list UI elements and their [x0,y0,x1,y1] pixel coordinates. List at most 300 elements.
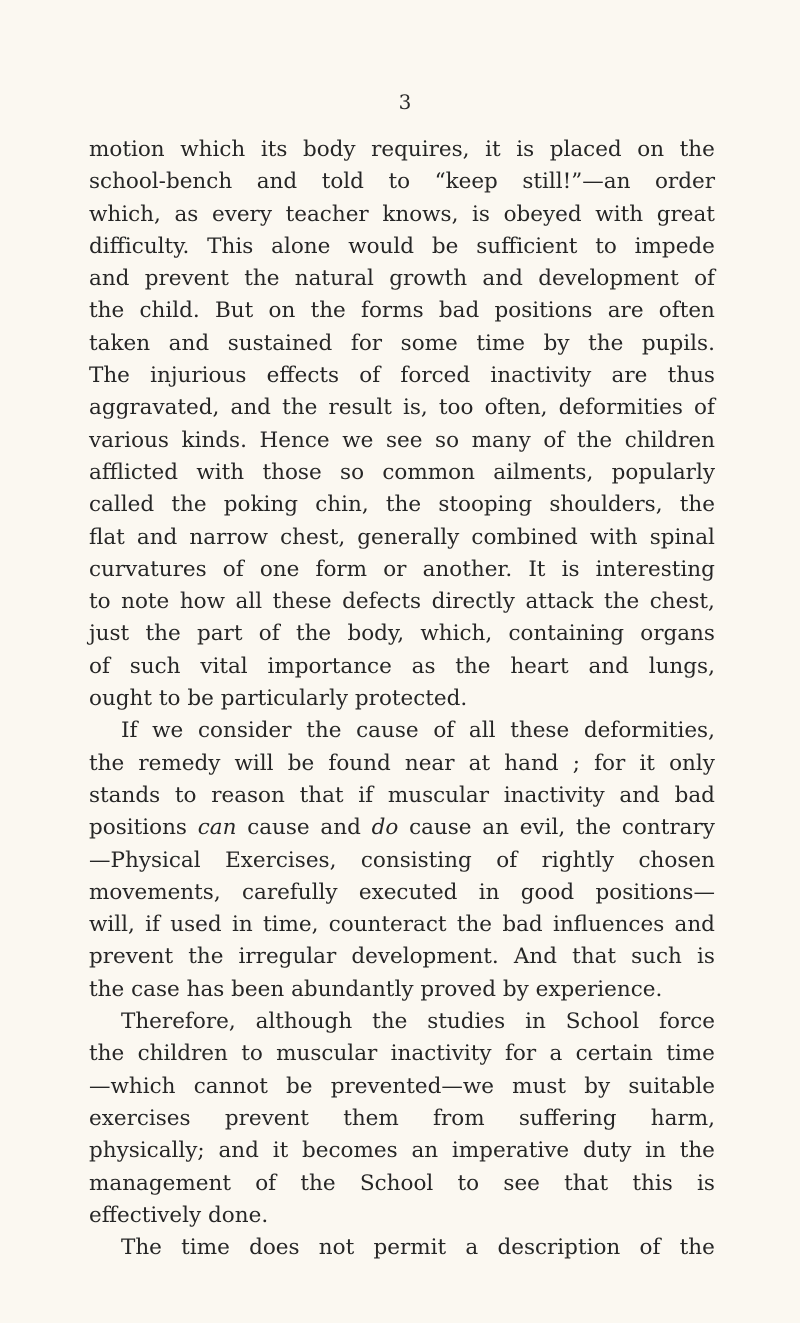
text-word: curvatures [89,556,207,582]
text-word: by [584,1073,611,1099]
text-word: popularly [611,459,715,485]
text-word: must [512,1073,567,1099]
text-word: directly [431,589,515,615]
text-word: to [457,1170,480,1196]
text-line [89,392,715,424]
text-word: too [438,395,474,421]
text-word: such [129,653,181,679]
text-word: of [543,427,565,453]
text-line [89,328,715,360]
text-word: see [385,427,423,453]
text-word: motion [89,137,165,162]
page-number: 3 [398,90,412,114]
text-word: lungs, [648,653,715,679]
text-word: School [565,1009,640,1035]
text-line [89,231,715,263]
text-word: from [433,1105,485,1131]
text-word: impede [634,233,715,259]
text-word: requires, [371,137,470,162]
text-word: the [455,653,491,679]
body-text [89,134,715,1264]
text-word: it [272,1138,289,1164]
text-word: if [145,912,160,938]
text-word: prevent [89,944,174,970]
text-word: body, [347,621,405,647]
text-line [89,1135,715,1167]
text-word: with [589,524,638,550]
text-word: bad [438,298,480,324]
text-line [89,974,715,1006]
text-word: form [315,556,368,582]
text-line [89,877,715,909]
text-word: placed [549,137,622,162]
text-word: as [411,653,436,679]
text-word: difficulty. [89,233,190,259]
text-word: muscular [276,1041,378,1067]
text-word: time [666,1041,715,1067]
text-word: to [241,1041,263,1067]
text-word: containing [508,621,624,647]
text-word: often, [484,395,548,421]
text-word: force [659,1009,715,1035]
text-line [89,522,715,554]
text-line [89,618,715,650]
text-word: growth [389,266,468,292]
text-word: executed [358,879,458,905]
text-word: abundantly [291,976,414,1002]
text-word: done. [208,1202,269,1228]
text-line [89,1168,715,1200]
text-word: inactivity [503,782,605,808]
text-word: be [187,686,214,712]
text-word: movements, [89,879,221,905]
text-word: the [89,976,125,1002]
text-word: ought [89,686,153,712]
text-word: been [231,976,285,1002]
text-word: reason [211,782,285,808]
text-word: prevented—we [330,1073,494,1099]
text-word: kinds. [181,427,247,453]
text-word: a [549,1041,563,1067]
text-word: chest, [280,524,346,550]
text-word: of [433,718,455,744]
text-word: we [342,427,374,453]
text-word: how [179,589,226,615]
text-word: all [235,589,263,615]
text-word: stands [89,782,161,808]
text-word: is, [403,395,428,421]
text-word: time, [262,912,319,938]
text-word: the [575,815,612,841]
text-word: of [359,363,381,389]
text-word: stooping [438,492,533,518]
text-word: the [188,944,224,970]
text-word: a [465,1235,479,1261]
text-word: or [383,556,407,582]
text-word: be [287,750,315,776]
text-word: for [594,750,626,776]
text-word: shoulders, [549,492,663,518]
text-word: evil, [519,815,566,841]
text-word: another. [422,556,513,582]
text-line [89,941,715,973]
text-word: be [286,1073,313,1099]
text-word: If [121,718,138,744]
text-word: imperative [451,1138,570,1164]
text-word: deformities, [583,718,715,744]
text-word: of [222,556,244,582]
text-line [89,457,715,489]
text-word: time [476,330,525,356]
text-word: vital [200,653,248,679]
text-word: that [564,1170,609,1196]
text-word: deformities [558,395,683,421]
text-word: still!”—an [522,169,631,195]
text-word: if [358,782,374,808]
text-line [89,360,715,392]
text-word: result [328,395,392,421]
text-word: protected. [354,686,468,712]
text-word: prevent [224,1105,309,1131]
text-word: flat [89,524,125,550]
text-word: consisting [360,847,472,873]
text-line [89,295,715,327]
text-word: cause [409,815,472,841]
text-word: called [89,492,155,518]
text-word: “keep [434,169,498,195]
text-word: and [619,782,660,808]
text-word: counteract [328,912,447,938]
text-word: with [196,459,245,485]
text-word: heart [510,653,569,679]
text-word: development. [351,944,499,970]
text-word: contrary [621,815,715,841]
text-word: permit [373,1235,447,1261]
text-word: suitable [628,1073,715,1099]
text-word: near [404,750,455,776]
text-word: it [639,750,655,776]
text-word: which, [420,621,493,647]
text-word: in [231,912,253,938]
text-word: and [230,395,271,421]
text-word: the [89,1041,125,1067]
text-word: the [295,621,332,647]
text-line [89,909,715,941]
text-word: sufficient [476,233,578,259]
text-word: is [472,201,490,227]
text-word: chosen [638,847,715,873]
text-word: and [588,653,629,679]
text-word: the [679,492,715,518]
text-word: exercises [89,1105,191,1131]
text-word: the [588,330,624,356]
text-line [89,554,715,586]
text-word: Therefore, [121,1009,236,1035]
text-word: combined [471,524,578,550]
text-word: great [656,201,715,227]
text-word: inactivity [490,363,592,389]
text-word: remedy [138,750,221,776]
text-word: these [510,718,570,744]
text-line [89,134,715,166]
text-word: an [482,815,509,841]
text-line [89,780,715,812]
text-word: them [343,1105,399,1131]
text-word: the [306,718,342,744]
text-word: those [262,459,322,485]
text-word: do [371,815,399,841]
text-line [89,263,715,295]
text-word: can [197,815,237,841]
text-word: taken [89,330,151,356]
text-word: forms [361,298,424,324]
text-word: to [388,169,411,195]
text-word: not [318,1235,355,1261]
text-line [89,586,715,618]
text-word: —which [89,1073,176,1099]
text-word: time [181,1235,230,1261]
text-word: cause [356,718,419,744]
text-word: and [482,266,523,292]
text-word: although [255,1009,353,1035]
text-line [89,425,715,457]
text-word: its [260,137,288,162]
text-word: certain [575,1041,653,1067]
text-word: the [171,492,207,518]
text-word: which, [89,201,161,227]
text-word: influences [552,912,665,938]
text-word: told [321,169,364,195]
text-word: of [694,395,715,421]
text-word: rightly [541,847,615,873]
text-word: alone [271,233,331,259]
text-word: on [268,298,296,324]
text-word: description [497,1235,621,1261]
text-word: body [302,137,356,162]
text-word: so [340,459,365,485]
text-word: the [282,395,318,421]
text-word: and [320,815,361,841]
text-word: be [431,233,459,259]
text-word: the [679,1138,715,1164]
text-word: which [180,137,246,162]
text-word: are [607,298,644,324]
text-line [89,812,715,844]
text-word: the [89,750,125,776]
text-word: by [502,976,529,1002]
text-word: natural [294,266,374,292]
text-word: and [136,524,178,550]
text-word: is [516,137,535,162]
text-word: this [632,1170,673,1196]
text-word: the [244,266,280,292]
text-word: and [89,266,130,292]
text-word: will [234,750,274,776]
text-word: of [639,1235,661,1261]
text-word: often [658,298,715,324]
text-word: of [255,1170,277,1196]
text-line [89,845,715,877]
text-word: thus [667,363,715,389]
text-line [89,199,715,231]
text-word: that [299,782,344,808]
text-word: sustained [227,330,333,356]
text-word: common [382,459,475,485]
text-word: development [538,266,679,292]
text-line [89,1006,715,1038]
text-word: in [645,1138,666,1164]
text-word: harm, [650,1105,715,1131]
text-word: children [137,1041,228,1067]
text-word: of [258,621,280,647]
text-line [89,1200,715,1232]
text-line [89,748,715,780]
text-word: for [350,330,383,356]
text-word: is [697,944,715,970]
text-word: the [372,1009,408,1035]
text-line [89,1071,715,1103]
text-line [89,1232,715,1264]
text-word: management [89,1170,231,1196]
text-word: various [89,427,169,453]
text-word: school-bench [89,169,233,195]
text-word: poking [223,492,298,518]
text-word: of [496,847,518,873]
text-word: bad [502,912,543,938]
text-word: effectively [89,1202,202,1228]
text-word: Exercises, [225,847,337,873]
text-word: the [145,621,181,647]
text-word: good [520,879,575,905]
text-word: only [669,750,715,776]
text-word: many [471,427,531,453]
text-word: generally [357,524,460,550]
text-word: in [478,879,500,905]
text-word: the [576,427,613,453]
text-word: importance [267,653,392,679]
text-word: knows, [382,201,459,227]
text-word: irregular [238,944,337,970]
text-word: to [158,686,181,712]
text-word: hand [504,750,559,776]
text-word: chin, [315,492,369,518]
text-word: just [89,621,130,647]
text-word: narrow [189,524,268,550]
text-word: suffering [518,1105,617,1131]
text-word: particularly [220,686,349,712]
text-word: the [604,589,640,615]
text-word: are [611,363,648,389]
text-word: And [513,944,557,970]
text-word: But [214,298,254,324]
text-word: muscular [387,782,489,808]
text-word: in [525,1009,546,1035]
text-word: teacher [285,201,369,227]
text-word: on [637,137,665,162]
text-word: positions [494,298,593,324]
text-word: of [694,266,715,292]
text-word: defects [342,589,422,615]
text-word: to [595,233,617,259]
text-word: would [348,233,415,259]
text-word: found [328,750,391,776]
text-word: the [679,1235,715,1261]
text-word: the [679,137,715,162]
text-word: the [456,912,493,938]
text-word: with [595,201,644,227]
text-word: —Physical [89,847,201,873]
text-word: forced [400,363,471,389]
text-word: effects [266,363,340,389]
text-word: at [468,750,491,776]
text-word: all [468,718,496,744]
text-word: aggravated, [89,395,220,421]
text-word: by [543,330,570,356]
text-word: prevent [144,266,229,292]
text-word: experience. [535,976,663,1002]
text-line [89,1038,715,1070]
text-word: such [631,944,682,970]
text-word: of [89,653,110,679]
text-line [89,651,715,683]
text-word: interesting [595,556,715,582]
text-word: it [485,137,501,162]
text-word: some [400,330,458,356]
text-word: injurious [150,363,247,389]
text-word: Hence [259,427,330,453]
text-line [89,489,715,521]
text-word: cannot [193,1073,268,1099]
text-word: see [503,1170,540,1196]
text-word: to [89,589,111,615]
text-word: is [697,1170,715,1196]
text-word: It [528,556,546,582]
text-word: proved [420,976,496,1002]
text-word: The [89,363,130,389]
text-word: and [168,330,210,356]
text-word: This [207,233,254,259]
text-line [89,166,715,198]
text-word: has [186,976,225,1002]
text-word: used [170,912,222,938]
text-word: the [300,1170,336,1196]
text-word: case [131,976,180,1002]
text-word: every [211,201,272,227]
text-word: becomes [302,1138,398,1164]
text-word: and [674,912,715,938]
text-word: spinal [649,524,715,550]
text-word: will, [89,912,135,938]
text-word: children [624,427,715,453]
text-word: and [218,1138,259,1164]
text-line [89,683,715,715]
text-word: for [504,1041,537,1067]
text-word: we [152,718,184,744]
text-word: inactivity [390,1041,492,1067]
text-word: so [435,427,460,453]
text-word: The [121,1235,162,1261]
text-word: cause [247,815,310,841]
text-word: positions— [595,879,715,905]
text-word: organs [640,621,715,647]
text-word: and [256,169,298,195]
text-word: these [272,589,332,615]
text-line [89,1103,715,1135]
text-word: duty [582,1138,632,1164]
text-word: School [359,1170,434,1196]
text-word: note [121,589,170,615]
text-word: does [249,1235,300,1261]
